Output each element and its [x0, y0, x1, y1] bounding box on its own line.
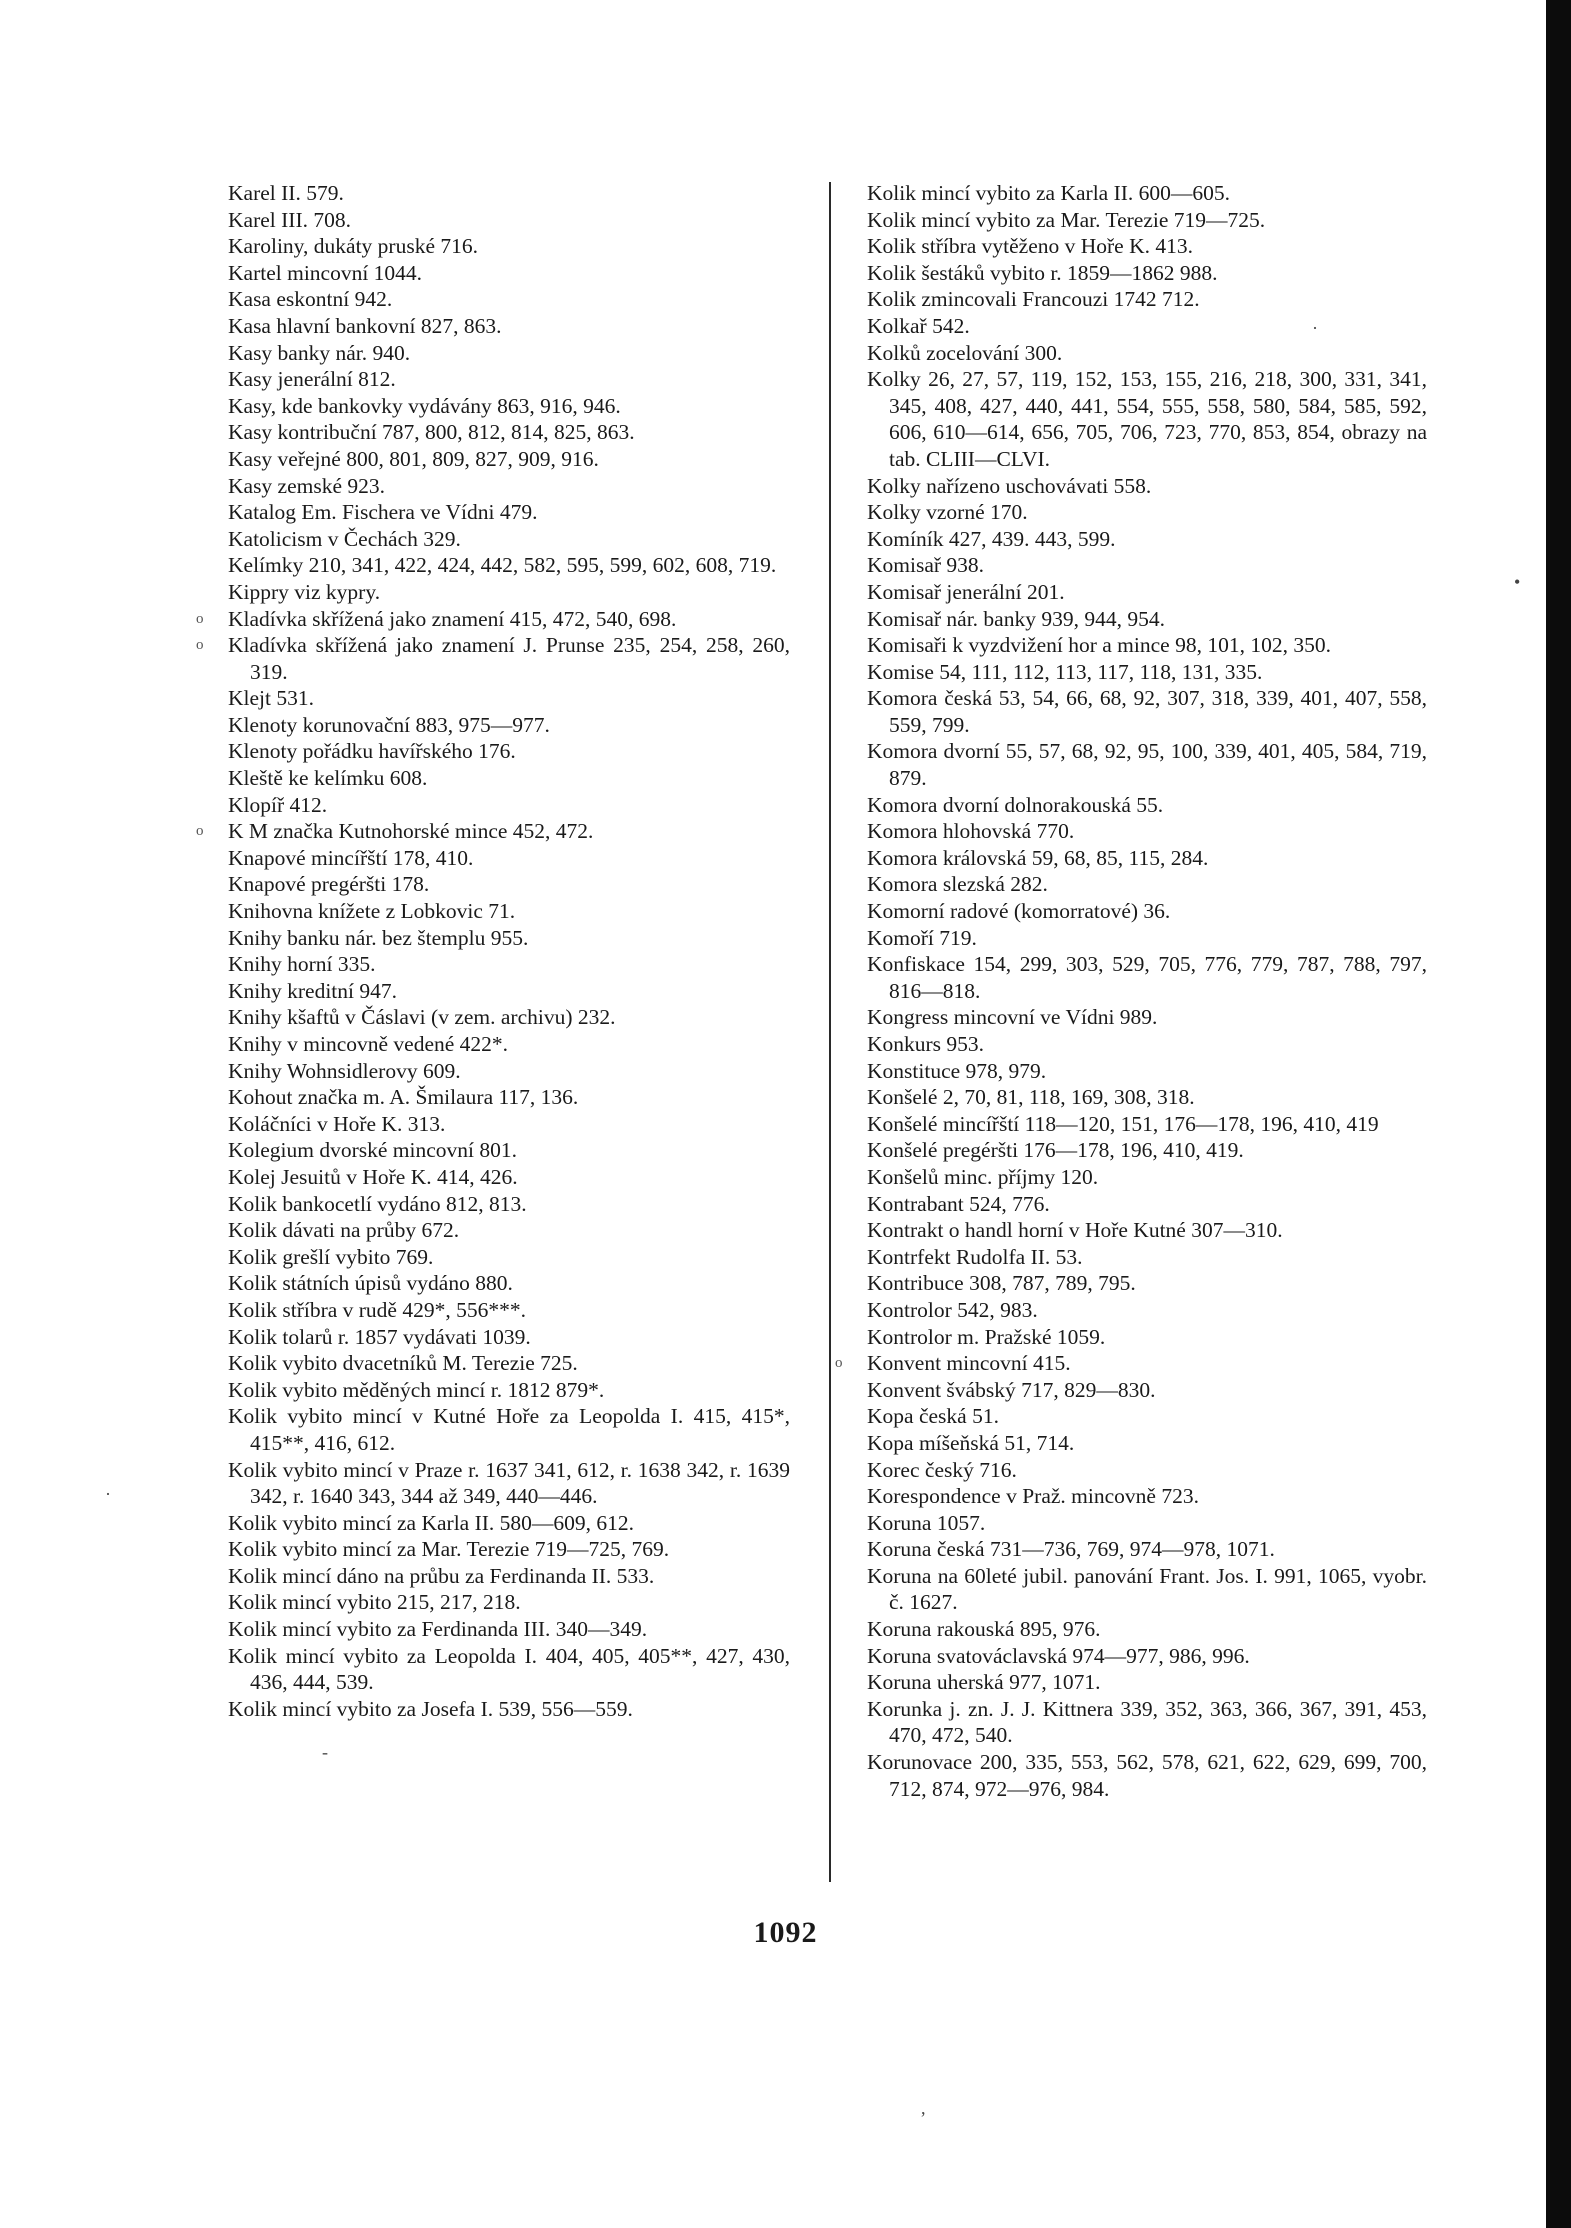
index-entry-text: Karel III. 708. [228, 207, 351, 232]
index-entry-text: Kolik vybito dvacetníků M. Terezie 725. [228, 1351, 578, 1376]
index-entry [867, 1137, 1427, 1164]
index-entry-text: Konstituce 978, 979. [867, 1058, 1047, 1083]
index-entry [228, 366, 790, 393]
index-entry-text: Klenoty pořádku havířského 176. [228, 739, 516, 764]
index-entry [228, 207, 790, 234]
index-entry [867, 685, 1427, 738]
index-entry-text: Korunovace 200, 335, 553, 562, 578, 621, 622, 629, 699, 700, 712, 874, 972—976, 984. [867, 1750, 1427, 1801]
index-entry-text: Kolky nařízeno uschovávati 558. [867, 473, 1152, 498]
index-entry [228, 1164, 790, 1191]
index-entry-text: Kolik státních úpisů vydáno 880. [228, 1271, 513, 1296]
index-entry [867, 1004, 1427, 1031]
index-entry [228, 1563, 790, 1590]
index-entry [228, 499, 790, 526]
index-entry [867, 898, 1427, 925]
index-entry-text: Koruna 1057. [867, 1510, 986, 1535]
index-entry [228, 712, 790, 739]
index-entry [867, 1510, 1427, 1537]
stray-mark: - [322, 1742, 328, 1762]
index-entry-text: Kolik tolarů r. 1857 vydávati 1039. [228, 1324, 531, 1349]
index-entry-text: Komisař 938. [867, 553, 985, 578]
index-entry-text: Kasa hlavní bankovní 827, 863. [228, 313, 502, 338]
index-entry-text: Knihy Wohnsidlerovy 609. [228, 1058, 461, 1083]
index-entry [228, 792, 790, 819]
index-entry [867, 1536, 1427, 1563]
index-entry [228, 419, 790, 446]
index-entry [228, 180, 790, 207]
index-entry-text: Klejt 531. [228, 686, 314, 711]
index-entry [228, 260, 790, 287]
index-entry-text: Korespondence v Praž. mincovně 723. [867, 1484, 1199, 1509]
index-entry [867, 1031, 1427, 1058]
index-entry-text: Kopa česká 51. [867, 1404, 999, 1429]
index-entry [867, 606, 1427, 633]
index-entry [228, 845, 790, 872]
index-entry-text: Kasa eskontní 942. [228, 287, 393, 312]
index-entry [228, 1084, 790, 1111]
index-entry [867, 260, 1427, 287]
index-entry [867, 366, 1427, 472]
index-entry-text: Komisař jenerální 201. [867, 579, 1065, 604]
index-entry-text: Knapové mincířští 178, 410. [228, 845, 474, 870]
index-entry-text: Kolik mincí dáno na průbu za Ferdinanda II. 533. [228, 1563, 655, 1588]
index-entry [228, 925, 790, 952]
index-entry-text: Konšelů minc. příjmy 120. [867, 1164, 1099, 1189]
index-entry [228, 340, 790, 367]
index-entry [867, 552, 1427, 579]
index-entry [228, 1217, 790, 1244]
index-entry-text: Kasy kontribuční 787, 800, 812, 814, 825, 863. [228, 420, 635, 445]
index-entry-text: Konšelé 2, 70, 81, 118, 169, 308, 318. [867, 1085, 1195, 1110]
index-entry [228, 1191, 790, 1218]
index-entry-text: Kontrolor m. Pražské 1059. [867, 1324, 1106, 1349]
index-entry-text: Kladívka skřížená jako znamení 415, 472, 540, 698. [228, 606, 677, 631]
index-entry [867, 1244, 1427, 1271]
index-entry-text: Kolkař 542. [867, 313, 970, 338]
index-entry [867, 632, 1427, 659]
index-entry-text: Knihy banku nár. bez štemplu 955. [228, 925, 529, 950]
index-entry-text: Kolik vybito mincí za Karla II. 580—609, 612. [228, 1510, 635, 1535]
index-entry-text: Konšelé pregéršti 176—178, 196, 410, 419. [867, 1138, 1244, 1163]
index-entry [867, 579, 1427, 606]
index-entry-text: Kolik vybito měděných mincí r. 1812 879*. [228, 1377, 605, 1402]
index-entry [196, 818, 790, 845]
index-entry [867, 1643, 1427, 1670]
index-entry-text: Kippry viz kypry. [228, 579, 381, 604]
index-entry-text: Knapové pregéršti 178. [228, 872, 430, 897]
index-entry-text: Komoří 719. [867, 925, 977, 950]
index-entry [867, 818, 1427, 845]
index-entry-text: K M značka Kutnohorské mince 452, 472. [228, 819, 594, 844]
index-entry-text: Klopíř 412. [228, 792, 328, 817]
index-entry-text: Konšelé mincířští 118—120, 151, 176—178, 196, 410, 419 [867, 1111, 1379, 1136]
index-entry [228, 951, 790, 978]
index-entry [867, 499, 1427, 526]
index-entry [867, 473, 1427, 500]
index-entry-text: Komise 54, 111, 112, 113, 117, 118, 131, 335. [867, 659, 1263, 684]
index-entry [867, 1483, 1427, 1510]
index-entry-text: Kolik mincí vybito za Mar. Terezie 719—725. [867, 207, 1266, 232]
index-entry [228, 1004, 790, 1031]
index-entry [228, 286, 790, 313]
index-entry-text: Kolik stříbra v rudě 429*, 556***. [228, 1297, 526, 1322]
index-entry [867, 925, 1427, 952]
index-entry [228, 526, 790, 553]
index-entry-text: Knihy horní 335. [228, 952, 376, 977]
margin-mark: o [196, 610, 204, 627]
index-entry-text: Kontrolor 542, 983. [867, 1297, 1038, 1322]
index-entry-text: Kolik vybito mincí v Kutné Hoře za Leopolda I. 415, 415*, 415**, 416, 612. [228, 1404, 790, 1455]
index-entry-text: Koruna na 60leté jubil. panování Frant. Jos. I. 991, 1065, vyobr. č. 1627. [867, 1563, 1427, 1615]
index-entry-text: Koruna česká 731—736, 769, 974—978, 1071. [867, 1537, 1275, 1562]
stray-mark: · [105, 1484, 111, 1504]
index-entry [867, 340, 1427, 367]
index-entry-text: Konkurs 953. [867, 1032, 985, 1056]
scan-edge-bar [1546, 0, 1571, 2228]
index-entry-text: Karoliny, dukáty pruské 716. [228, 234, 478, 259]
index-entry-text: Kolik mincí vybito za Leopolda I. 404, 405, 405**, 427, 430, 436, 444, 539. [228, 1643, 790, 1695]
index-entry [867, 845, 1427, 872]
index-entry [228, 1270, 790, 1297]
index-entry [867, 659, 1427, 686]
index-entry-text: Kasy veřejné 800, 801, 809, 827, 909, 916. [228, 446, 599, 471]
index-entry-text: Kolik mincí vybito za Ferdinanda III. 340—349. [228, 1617, 648, 1642]
index-entry [228, 1589, 790, 1616]
index-entry [228, 473, 790, 500]
index-entry-text: Koruna rakouská 895, 976. [867, 1617, 1101, 1642]
index-entry-text: Klenoty korunovační 883, 975—977. [228, 712, 550, 737]
index-entry [867, 207, 1427, 234]
index-entry [228, 1696, 790, 1723]
index-entry-text: Korunka j. zn. J. J. Kittnera 339, 352, 363, 366, 367, 391, 453, 470, 472, 540. [867, 1696, 1427, 1748]
index-entry [228, 1457, 790, 1510]
index-entry [867, 1749, 1427, 1802]
index-entry [228, 579, 790, 606]
index-entry [867, 526, 1427, 553]
index-entry [835, 1350, 1427, 1377]
index-entry-text: Kolik bankocetlí vydáno 812, 813. [228, 1191, 527, 1216]
index-entry-text: Konvent mincovní 415. [867, 1351, 1071, 1376]
index-entry [867, 1058, 1427, 1085]
index-entry [867, 1111, 1427, 1138]
index-entry-text: Kolik grešlí vybito 769. [228, 1244, 434, 1269]
index-entry [228, 1324, 790, 1351]
index-entry-text: Kartel mincovní 1044. [228, 260, 423, 285]
index-entry-text: Kolků zocelování 300. [867, 340, 1063, 365]
index-entry [867, 1669, 1427, 1696]
index-entry-text: Kasy banky nár. 940. [228, 340, 411, 365]
index-entry-text: Kolik mincí vybito za Josefa I. 539, 556—559. [228, 1696, 633, 1721]
index-entry [228, 1058, 790, 1085]
index-entry-text: Komisař nár. banky 939, 944, 954. [867, 606, 1165, 631]
index-entry [867, 1270, 1427, 1297]
index-entry [228, 1377, 790, 1404]
index-entry [228, 898, 790, 925]
index-entry [228, 871, 790, 898]
index-entry-text: Kolik vybito mincí za Mar. Terezie 719—725, 769. [228, 1537, 670, 1562]
index-entry-text: Kolik mincí vybito za Karla II. 600—605. [867, 181, 1231, 205]
index-entry [228, 1244, 790, 1271]
index-entry [196, 632, 790, 685]
index-entry-text: Kontribuce 308, 787, 789, 795. [867, 1271, 1136, 1296]
index-entry-text: Kladívka skřížená jako znamení J. Prunse 235, 254, 258, 260, 319. [228, 633, 790, 684]
index-entry [867, 738, 1427, 791]
index-entry-text: Kongress mincovní ve Vídni 989. [867, 1005, 1158, 1030]
index-entry [196, 606, 790, 633]
index-entry [867, 871, 1427, 898]
index-entry [867, 286, 1427, 313]
index-entry-text: Kolik stříbra vytěženo v Hoře K. 413. [867, 234, 1194, 259]
index-entry [228, 1031, 790, 1058]
index-entry [228, 765, 790, 792]
stray-mark: • [1514, 572, 1521, 592]
index-entry [867, 1457, 1427, 1484]
index-entry [228, 233, 790, 260]
index-entry-text: Kolej Jesuitů v Hoře K. 414, 426. [228, 1164, 518, 1189]
index-entry-text: Knihy kreditní 947. [228, 978, 397, 1003]
index-entry [228, 978, 790, 1005]
margin-mark: o [196, 637, 204, 654]
index-entry [867, 313, 1427, 340]
index-entry-text: Kolik dávati na průby 672. [228, 1218, 460, 1243]
index-entry [228, 1643, 790, 1696]
index-entry-text: Kontrakt o handl horní v Hoře Kutné 307—310. [867, 1218, 1283, 1243]
index-entry [867, 233, 1427, 260]
index-entry [867, 1563, 1427, 1616]
index-entry [867, 1403, 1427, 1430]
index-entry-text: Koruna uherská 977, 1071. [867, 1670, 1101, 1695]
margin-mark: o [196, 823, 204, 840]
index-entry-text: Kontrabant 524, 776. [867, 1191, 1050, 1216]
index-entry [228, 685, 790, 712]
index-entry [867, 1616, 1427, 1643]
index-entry-text: Komora dvorní 55, 57, 68, 92, 95, 100, 339, 401, 405, 584, 719, 879. [867, 739, 1427, 791]
index-entry [867, 792, 1427, 819]
index-entry-text: Kolegium dvorské mincovní 801. [228, 1138, 518, 1163]
index-entry-text: Kolik vybito mincí v Praze r. 1637 341, 612, r. 1638 342, r. 1639 342, r. 1640 343, 344 až 349, 440—446. [228, 1457, 790, 1509]
stray-mark: · [1312, 318, 1318, 338]
index-entry [228, 552, 790, 579]
margin-mark: o [835, 1355, 843, 1372]
index-entry-text: Kolik mincí vybito 215, 217, 218. [228, 1590, 521, 1615]
index-entry-text: Komora slezská 282. [867, 872, 1048, 897]
index-entry [228, 1403, 790, 1456]
index-entry-text: Komora dvorní dolnorakouská 55. [867, 792, 1164, 817]
index-entry-text: Kolik šestáků vybito r. 1859—1862 988. [867, 260, 1218, 285]
index-entry-text: Kolik zmincovali Francouzi 1742 712. [867, 287, 1200, 312]
index-entry [867, 951, 1427, 1004]
stray-mark: , [921, 2098, 926, 2118]
index-entry-text: Komora česká 53, 54, 66, 68, 92, 307, 318, 339, 401, 407, 558, 559, 799. [867, 686, 1427, 737]
index-entry [228, 1510, 790, 1537]
index-entry [867, 1217, 1427, 1244]
index-entry-text: Kohout značka m. A. Šmilaura 117, 136. [228, 1085, 579, 1110]
index-entry-text: Kasy, kde bankovky vydávány 863, 916, 946. [228, 393, 621, 418]
index-entry-text: Karel II. 579. [228, 181, 344, 205]
index-entry-text: Kopa míšeňská 51, 714. [867, 1430, 1075, 1455]
index-entry [228, 1536, 790, 1563]
index-entry-text: Komora hlohovská 770. [867, 819, 1075, 844]
index-entry-text: Koláčníci v Hoře K. 313. [228, 1111, 446, 1136]
index-entry-text: Komorní radové (komorratové) 36. [867, 899, 1171, 924]
index-entry [228, 1616, 790, 1643]
index-entry-text: Komora královská 59, 68, 85, 115, 284. [867, 845, 1209, 870]
index-entry [228, 1111, 790, 1138]
index-entry-text: Kontrfekt Rudolfa II. 53. [867, 1244, 1083, 1269]
index-entry [867, 1324, 1427, 1351]
index-entry-text: Knihovna knížete z Lobkovic 71. [228, 899, 516, 924]
index-entry-text: Kolky 26, 27, 57, 119, 152, 153, 155, 216, 218, 300, 331, 341, 345, 408, 427, 440, 441, 554, 555, 558, 580, 584, 585, 592, 606, 610—614, 656, 705, 706, 723, 770, 853, 854, obrazy na tab. CLIII—CLVI. [867, 367, 1427, 471]
index-entry [867, 1191, 1427, 1218]
index-entry-text: Konfiskace 154, 299, 303, 529, 705, 776, 779, 787, 788, 797, 816—818. [867, 952, 1427, 1003]
index-entry-text: Knihy v mincovně vedené 422*. [228, 1032, 509, 1056]
index-entry [228, 393, 790, 420]
page-number: 1092 [753, 1916, 818, 1949]
index-entry-text: Korec český 716. [867, 1457, 1017, 1482]
index-entry-text: Knihy kšaftů v Čáslavi (v zem. archivu) 232. [228, 1005, 616, 1030]
index-entry-text: Komisaři k vyzdvižení hor a mince 98, 101, 102, 350. [867, 633, 1331, 658]
index-entry-text: Kasy jenerální 812. [228, 367, 396, 392]
index-entry [228, 1350, 790, 1377]
index-column-left [196, 180, 790, 1722]
index-entry [228, 446, 790, 473]
index-entry-text: Kasy zemské 923. [228, 473, 386, 498]
index-entry [228, 738, 790, 765]
index-entry [867, 1430, 1427, 1457]
index-entry-text: Kolky vzorné 170. [867, 500, 1028, 525]
index-entry [228, 1137, 790, 1164]
index-entry [867, 1164, 1427, 1191]
index-entry [867, 1696, 1427, 1749]
index-column-right [835, 180, 1427, 1802]
index-entry-text: Koruna svatováclavská 974—977, 986, 996. [867, 1643, 1250, 1668]
index-entry [228, 1297, 790, 1324]
index-entry [228, 313, 790, 340]
index-entry-text: Katolicism v Čechách 329. [228, 526, 461, 551]
index-entry-text: Kelímky 210, 341, 422, 424, 442, 582, 595, 599, 602, 608, 719. [228, 553, 777, 578]
index-entry-text: Konvent švábský 717, 829—830. [867, 1377, 1156, 1402]
index-entry [867, 1297, 1427, 1324]
index-entry [867, 1084, 1427, 1111]
column-divider [829, 182, 831, 1882]
index-entry-text: Komíník 427, 439. 443, 599. [867, 526, 1116, 551]
index-entry-text: Kleště ke kelímku 608. [228, 766, 428, 791]
index-entry [867, 180, 1427, 207]
index-entry-text: Katalog Em. Fischera ve Vídni 479. [228, 500, 538, 525]
index-entry [867, 1377, 1427, 1404]
